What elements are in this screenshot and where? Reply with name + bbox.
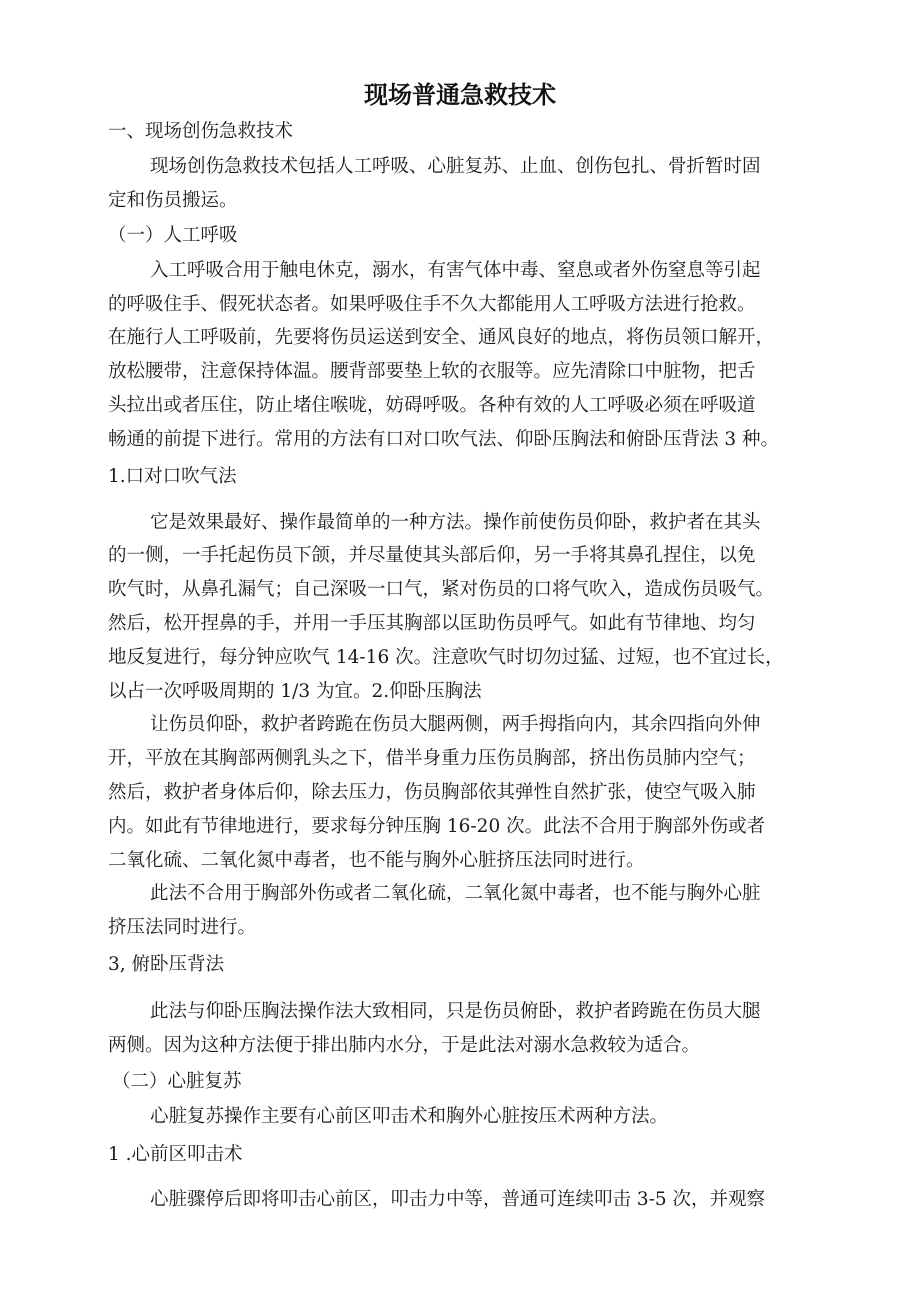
paragraph-line: 开，平放在其胸部两侧乳头之下，借半身重力压伤员胸部，挤出伤员肺内空气；: [108, 748, 756, 769]
paragraph-line: 地反复进行，每分钟应吹气 14-16 次。注意吹气时切勿过猛、过短，也不宜过长，: [108, 647, 784, 668]
paragraph-line: 定和伤员搬运。: [108, 190, 238, 211]
paragraph-line: 以占一次呼吸周期的 1/3 为宜。2.仰卧压胸法: [108, 681, 482, 702]
paragraph-line: 心脏骤停后即将叩击心前区，叩击力中等，普通可连续叩击 3-5 次，并观察: [150, 1189, 766, 1210]
paragraph-line: 吹气时，从鼻孔漏气；自己深吸一口气，紧对伤员的口将气吹入，造成伤员吸气。: [108, 579, 775, 600]
paragraph-line: 此法与仰卧压胸法操作法大致相同，只是伤员俯卧，救护者跨跪在伤员大腿: [150, 1001, 761, 1022]
paragraph-line: 的呼吸住手、假死状态者。如果呼吸住手不久大都能用人工呼吸方法进行抢救。: [108, 294, 756, 315]
paragraph-line: 内。如此有节律地进行，要求每分钟压胸 16-20 次。此法不合用于胸部外伤或者: [108, 816, 766, 837]
paragraph-line: 它是效果最好、操作最简单的一种方法。操作前使伤员仰卧，救护者在其头: [150, 512, 761, 533]
paragraph-line: 挤压法同时进行。: [108, 917, 257, 938]
paragraph-line: 让伤员仰卧，救护者跨跪在伤员大腿两侧，两手拇指向内，其余四指向外伸: [150, 714, 761, 735]
document-title: 现场普通急救技术: [364, 81, 556, 109]
paragraph-line: 在施行人工呼吸前，先要将伤员运送到安全、通风良好的地点，将伤员领口解开，: [108, 327, 775, 348]
paragraph-line: 二氧化硫、二氧化氮中毒者，也不能与胸外心脏挤压法同时进行。: [108, 850, 645, 871]
method-heading: 3, 俯卧压背法: [108, 954, 225, 975]
paragraph-line: 头拉出或者压住，防止堵住喉咙，妨碍呼吸。各种有效的人工呼吸必须在呼吸道: [108, 395, 756, 416]
section-heading: 一、现场创伤急救技术: [108, 121, 294, 142]
paragraph-line: 然后，救护者身体后仰，除去压力，伤员胸部依其弹性自然扩张，使空气吸入肺: [108, 782, 756, 803]
subsection-heading: （二）心脏复苏: [112, 1071, 242, 1092]
paragraph-line: 两侧。因为这种方法便于排出肺内水分，于是此法对溺水急救较为适合。: [108, 1035, 701, 1056]
method-heading: 1 .心前区叩击术: [108, 1144, 243, 1165]
paragraph-line: 心脏复苏操作主要有心前区叩击术和胸外心脏按压术两种方法。: [150, 1106, 669, 1127]
paragraph-line: 入工呼吸合用于触电休克，溺水，有害气体中毒、窒息或者外伤窒息等引起: [150, 260, 761, 281]
paragraph-line: 放松腰带，注意保持体温。腰背部要垫上软的衣服等。应先清除口中脏物，把舌: [108, 361, 756, 382]
paragraph-line: 的一侧，一手托起伤员下颌，并尽量使其头部后仰，另一手将其鼻孔捏住，以免: [108, 545, 756, 566]
paragraph-line: 然后，松开捏鼻的手，并用一手压其胸部以匡助伤员呼气。如此有节律地、均匀: [108, 613, 756, 634]
paragraph-line: 畅通的前提下进行。常用的方法有口对口吹气法、仰卧压胸法和俯卧压背法 3 种。: [108, 429, 780, 450]
method-heading: 1.口对口吹气法: [108, 466, 237, 487]
paragraph-line: 此法不合用于胸部外伤或者二氧化硫，二氧化氮中毒者，也不能与胸外心脏: [150, 883, 761, 904]
subsection-heading: （一）人工呼吸: [108, 225, 238, 246]
paragraph-line: 现场创伤急救技术包括人工呼吸、心脏复苏、止血、创伤包扎、骨折暂时固: [150, 156, 761, 177]
